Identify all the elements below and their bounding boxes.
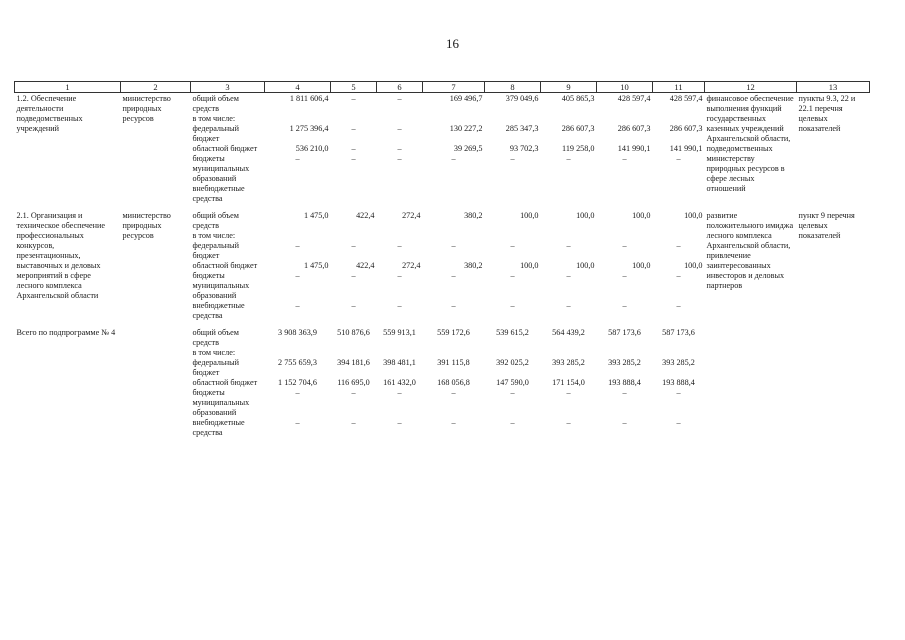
value-cell: – bbox=[351, 124, 356, 133]
value-cell bbox=[265, 348, 331, 358]
column-header-13: 13 bbox=[797, 82, 870, 93]
value-cell: 272,4 bbox=[402, 261, 421, 270]
value-cell: – bbox=[510, 271, 515, 280]
value-cell bbox=[331, 348, 377, 358]
funding-source: областной бюджет bbox=[192, 378, 258, 387]
value-cell: – bbox=[566, 154, 571, 163]
value-cell: 379 049,6 bbox=[505, 94, 539, 103]
value-cell: – bbox=[351, 241, 356, 250]
value-cell: – bbox=[295, 154, 300, 163]
funding-source: внебюджетные средства bbox=[192, 418, 245, 437]
value-cell: – bbox=[351, 301, 356, 310]
value-cell: 587 173,6 bbox=[608, 328, 641, 337]
value-cell: 100,0 bbox=[684, 261, 703, 270]
value-cell bbox=[597, 184, 653, 204]
value-cell: 1 811 606,4 bbox=[289, 94, 329, 103]
value-cell: – bbox=[397, 301, 402, 310]
funding-source: областной бюджет bbox=[192, 261, 258, 270]
value-cell bbox=[485, 348, 541, 358]
value-cell: – bbox=[676, 154, 681, 163]
value-cell: 141 990,1 bbox=[669, 144, 703, 153]
value-cell bbox=[377, 114, 423, 124]
value-cell: – bbox=[397, 271, 402, 280]
value-cell: 428 597,4 bbox=[617, 94, 651, 103]
value-cell bbox=[597, 348, 653, 358]
value-cell: 100,0 bbox=[632, 261, 651, 270]
value-cell: – bbox=[510, 154, 515, 163]
value-cell bbox=[423, 184, 485, 204]
value-cell: – bbox=[622, 271, 627, 280]
value-cell: – bbox=[510, 388, 515, 397]
value-cell: 422,4 bbox=[356, 211, 375, 220]
value-cell: – bbox=[351, 144, 356, 153]
value-cell: 1 152 704,6 bbox=[278, 378, 317, 387]
value-cell bbox=[653, 348, 705, 358]
value-cell: 272,4 bbox=[402, 211, 421, 220]
value-cell: 147 590,0 bbox=[496, 378, 529, 387]
funding-source: внебюджетные средства bbox=[192, 184, 245, 203]
value-cell: 564 439,2 bbox=[552, 328, 585, 337]
value-cell: – bbox=[622, 301, 627, 310]
value-cell: 391 115,8 bbox=[437, 358, 470, 367]
value-cell bbox=[265, 231, 331, 241]
value-cell: 161 432,0 bbox=[383, 378, 416, 387]
value-cell: – bbox=[622, 241, 627, 250]
value-cell bbox=[597, 114, 653, 124]
value-cell: – bbox=[397, 154, 402, 163]
value-cell bbox=[423, 231, 485, 241]
value-cell: 171 154,0 bbox=[552, 378, 585, 387]
value-cell bbox=[423, 348, 485, 358]
value-cell: 559 913,1 bbox=[383, 328, 416, 337]
value-cell: – bbox=[451, 388, 456, 397]
funding-source: в том числе: bbox=[192, 114, 236, 123]
value-cell: 393 285,2 bbox=[662, 358, 695, 367]
funding-source: в том числе: bbox=[192, 231, 236, 240]
value-cell: 405 865,3 bbox=[561, 94, 595, 103]
value-cell: – bbox=[451, 301, 456, 310]
value-cell: – bbox=[397, 241, 402, 250]
value-cell: – bbox=[295, 418, 300, 427]
value-cell: 119 258,0 bbox=[562, 144, 595, 153]
page-number: 16 bbox=[446, 36, 459, 51]
value-cell: – bbox=[451, 418, 456, 427]
column-header-4: 4 bbox=[265, 82, 331, 93]
value-cell: 100,0 bbox=[632, 211, 651, 220]
value-cell: – bbox=[397, 418, 402, 427]
value-cell: 422,4 bbox=[356, 261, 375, 270]
funding-source: федеральный бюджет bbox=[192, 124, 240, 143]
value-cell: 116 695,0 bbox=[337, 378, 370, 387]
row-name: Всего по подпрограмме № 4 bbox=[16, 328, 116, 337]
value-cell: 193 888,4 bbox=[608, 378, 641, 387]
value-cell: 286 607,3 bbox=[669, 124, 703, 133]
column-header-1: 1 bbox=[15, 82, 121, 93]
value-cell bbox=[331, 114, 377, 124]
value-cell: 193 888,4 bbox=[662, 378, 695, 387]
value-cell: – bbox=[451, 154, 456, 163]
value-cell: – bbox=[622, 418, 627, 427]
value-cell: – bbox=[295, 271, 300, 280]
value-cell: – bbox=[451, 271, 456, 280]
value-cell: 39 269,5 bbox=[453, 144, 483, 153]
column-header-8: 8 bbox=[485, 82, 541, 93]
column-header-2: 2 bbox=[121, 82, 191, 93]
value-cell: 1 475,0 bbox=[303, 261, 329, 270]
value-cell: 286 607,3 bbox=[617, 124, 651, 133]
funding-source: общий объем средств bbox=[192, 94, 239, 113]
value-cell bbox=[541, 231, 597, 241]
value-cell: 93 702,3 bbox=[509, 144, 539, 153]
value-cell: 100,0 bbox=[520, 211, 539, 220]
value-cell: – bbox=[397, 388, 402, 397]
value-cell: 141 990,1 bbox=[617, 144, 651, 153]
value-cell: 1 275 396,4 bbox=[289, 124, 329, 133]
value-cell: – bbox=[295, 388, 300, 397]
row-indicators bbox=[797, 327, 870, 438]
funding-source: федеральный бюджет bbox=[192, 241, 240, 260]
table-row bbox=[15, 327, 870, 348]
value-cell: – bbox=[351, 271, 356, 280]
value-cell bbox=[485, 184, 541, 204]
value-cell: 380,2 bbox=[464, 211, 483, 220]
row-result: финансовое обеспечение выполнения функций государственных казенных учреждений Архангельской области, подведомственных министерству природных ресурсов в сфере лесных отношений bbox=[706, 94, 794, 193]
table-body bbox=[15, 93, 870, 439]
value-cell: 286 607,3 bbox=[561, 124, 595, 133]
value-cell: 539 615,2 bbox=[496, 328, 529, 337]
program-table bbox=[14, 81, 870, 438]
column-header-12: 12 bbox=[705, 82, 797, 93]
value-cell: – bbox=[351, 418, 356, 427]
row-indicators: пункты 9.3, 22 и 22.1 перечня целевых показателей bbox=[798, 94, 856, 133]
value-cell bbox=[653, 231, 705, 241]
value-cell: 380,2 bbox=[464, 261, 483, 270]
value-cell: – bbox=[622, 154, 627, 163]
value-cell: – bbox=[510, 241, 515, 250]
value-cell: 100,0 bbox=[576, 211, 595, 220]
column-header-10: 10 bbox=[597, 82, 653, 93]
value-cell bbox=[653, 114, 705, 124]
value-cell: – bbox=[397, 124, 402, 133]
value-cell: – bbox=[676, 388, 681, 397]
value-cell bbox=[377, 348, 423, 358]
value-cell: – bbox=[510, 301, 515, 310]
funding-source: федеральный бюджет bbox=[192, 358, 240, 377]
table-row bbox=[15, 210, 870, 231]
value-cell: 130 227,2 bbox=[449, 124, 483, 133]
value-cell bbox=[541, 114, 597, 124]
value-cell: – bbox=[566, 241, 571, 250]
value-cell: – bbox=[566, 271, 571, 280]
value-cell bbox=[653, 184, 705, 204]
funding-source: общий объем средств bbox=[192, 328, 239, 347]
row-indicators: пункт 9 перечня целевых показателей bbox=[798, 211, 855, 240]
row-executor bbox=[121, 327, 191, 438]
value-cell bbox=[423, 114, 485, 124]
value-cell: 393 285,2 bbox=[552, 358, 585, 367]
value-cell bbox=[331, 184, 377, 204]
value-cell: 510 876,6 bbox=[337, 328, 370, 337]
row-executor: министерство природных ресурсов bbox=[122, 94, 171, 123]
header-row bbox=[15, 82, 870, 93]
value-cell: – bbox=[676, 301, 681, 310]
value-cell: 100,0 bbox=[520, 261, 539, 270]
value-cell: – bbox=[622, 388, 627, 397]
value-cell bbox=[377, 231, 423, 241]
funding-source: внебюджетные средства bbox=[192, 301, 245, 320]
table-row bbox=[15, 93, 870, 115]
value-cell: – bbox=[676, 241, 681, 250]
column-header-7: 7 bbox=[423, 82, 485, 93]
value-cell bbox=[485, 231, 541, 241]
funding-source: в том числе: bbox=[192, 348, 236, 357]
value-cell: 285 347,3 bbox=[505, 124, 539, 133]
row-name: 2.1. Организация и техническое обеспечение профессиональных конкурсов, презентационных, выставочных и деловых мероприятий в сфере лесного комплекса Архангельской области bbox=[16, 211, 106, 300]
value-cell bbox=[265, 114, 331, 124]
value-cell: – bbox=[676, 418, 681, 427]
value-cell: 168 056,8 bbox=[437, 378, 470, 387]
value-cell: – bbox=[397, 144, 402, 153]
value-cell: 100,0 bbox=[576, 261, 595, 270]
column-header-9: 9 bbox=[541, 82, 597, 93]
value-cell: 536 210,0 bbox=[295, 144, 329, 153]
row-result bbox=[705, 327, 797, 438]
column-header-6: 6 bbox=[377, 82, 423, 93]
column-header-11: 11 bbox=[653, 82, 705, 93]
row-name: 1.2. Обеспечение деятельности подведомственных учреждений bbox=[16, 94, 83, 133]
value-cell: 587 173,6 bbox=[662, 328, 695, 337]
value-cell: – bbox=[351, 154, 356, 163]
value-cell: – bbox=[510, 418, 515, 427]
value-cell: – bbox=[566, 301, 571, 310]
row-executor: министерство природных ресурсов bbox=[122, 211, 171, 240]
funding-source: бюджеты муниципальных образований bbox=[192, 271, 250, 300]
column-header-5: 5 bbox=[331, 82, 377, 93]
value-cell: 3 908 363,9 bbox=[278, 328, 317, 337]
value-cell: – bbox=[397, 94, 402, 103]
value-cell: 394 181,6 bbox=[337, 358, 370, 367]
value-cell bbox=[597, 231, 653, 241]
value-cell: – bbox=[676, 271, 681, 280]
value-cell: 398 481,1 bbox=[383, 358, 416, 367]
value-cell bbox=[265, 184, 331, 204]
value-cell: 2 755 659,3 bbox=[278, 358, 317, 367]
value-cell: 1 475,0 bbox=[303, 211, 329, 220]
value-cell: – bbox=[295, 241, 300, 250]
funding-source: бюджеты муниципальных образований bbox=[192, 154, 250, 183]
funding-source: областной бюджет bbox=[192, 144, 258, 153]
funding-source: общий объем средств bbox=[192, 211, 239, 230]
value-cell: 393 285,2 bbox=[608, 358, 641, 367]
funding-source: бюджеты муниципальных образований bbox=[192, 388, 250, 417]
value-cell bbox=[485, 114, 541, 124]
value-cell: – bbox=[351, 388, 356, 397]
column-header-3: 3 bbox=[191, 82, 265, 93]
value-cell: 169 496,7 bbox=[449, 94, 483, 103]
value-cell: 559 172,6 bbox=[437, 328, 470, 337]
value-cell bbox=[541, 348, 597, 358]
value-cell: – bbox=[451, 241, 456, 250]
value-cell: 392 025,2 bbox=[496, 358, 529, 367]
value-cell: – bbox=[566, 388, 571, 397]
row-result: развитие положительного имиджа лесного комплекса Архангельской области, привлечение заинтересованных инвесторов и деловых партнеров bbox=[706, 211, 794, 290]
value-cell: – bbox=[295, 301, 300, 310]
value-cell: 100,0 bbox=[684, 211, 703, 220]
value-cell bbox=[541, 184, 597, 204]
value-cell bbox=[377, 184, 423, 204]
value-cell: – bbox=[351, 94, 356, 103]
value-cell bbox=[331, 231, 377, 241]
value-cell: 428 597,4 bbox=[669, 94, 703, 103]
value-cell: – bbox=[566, 418, 571, 427]
